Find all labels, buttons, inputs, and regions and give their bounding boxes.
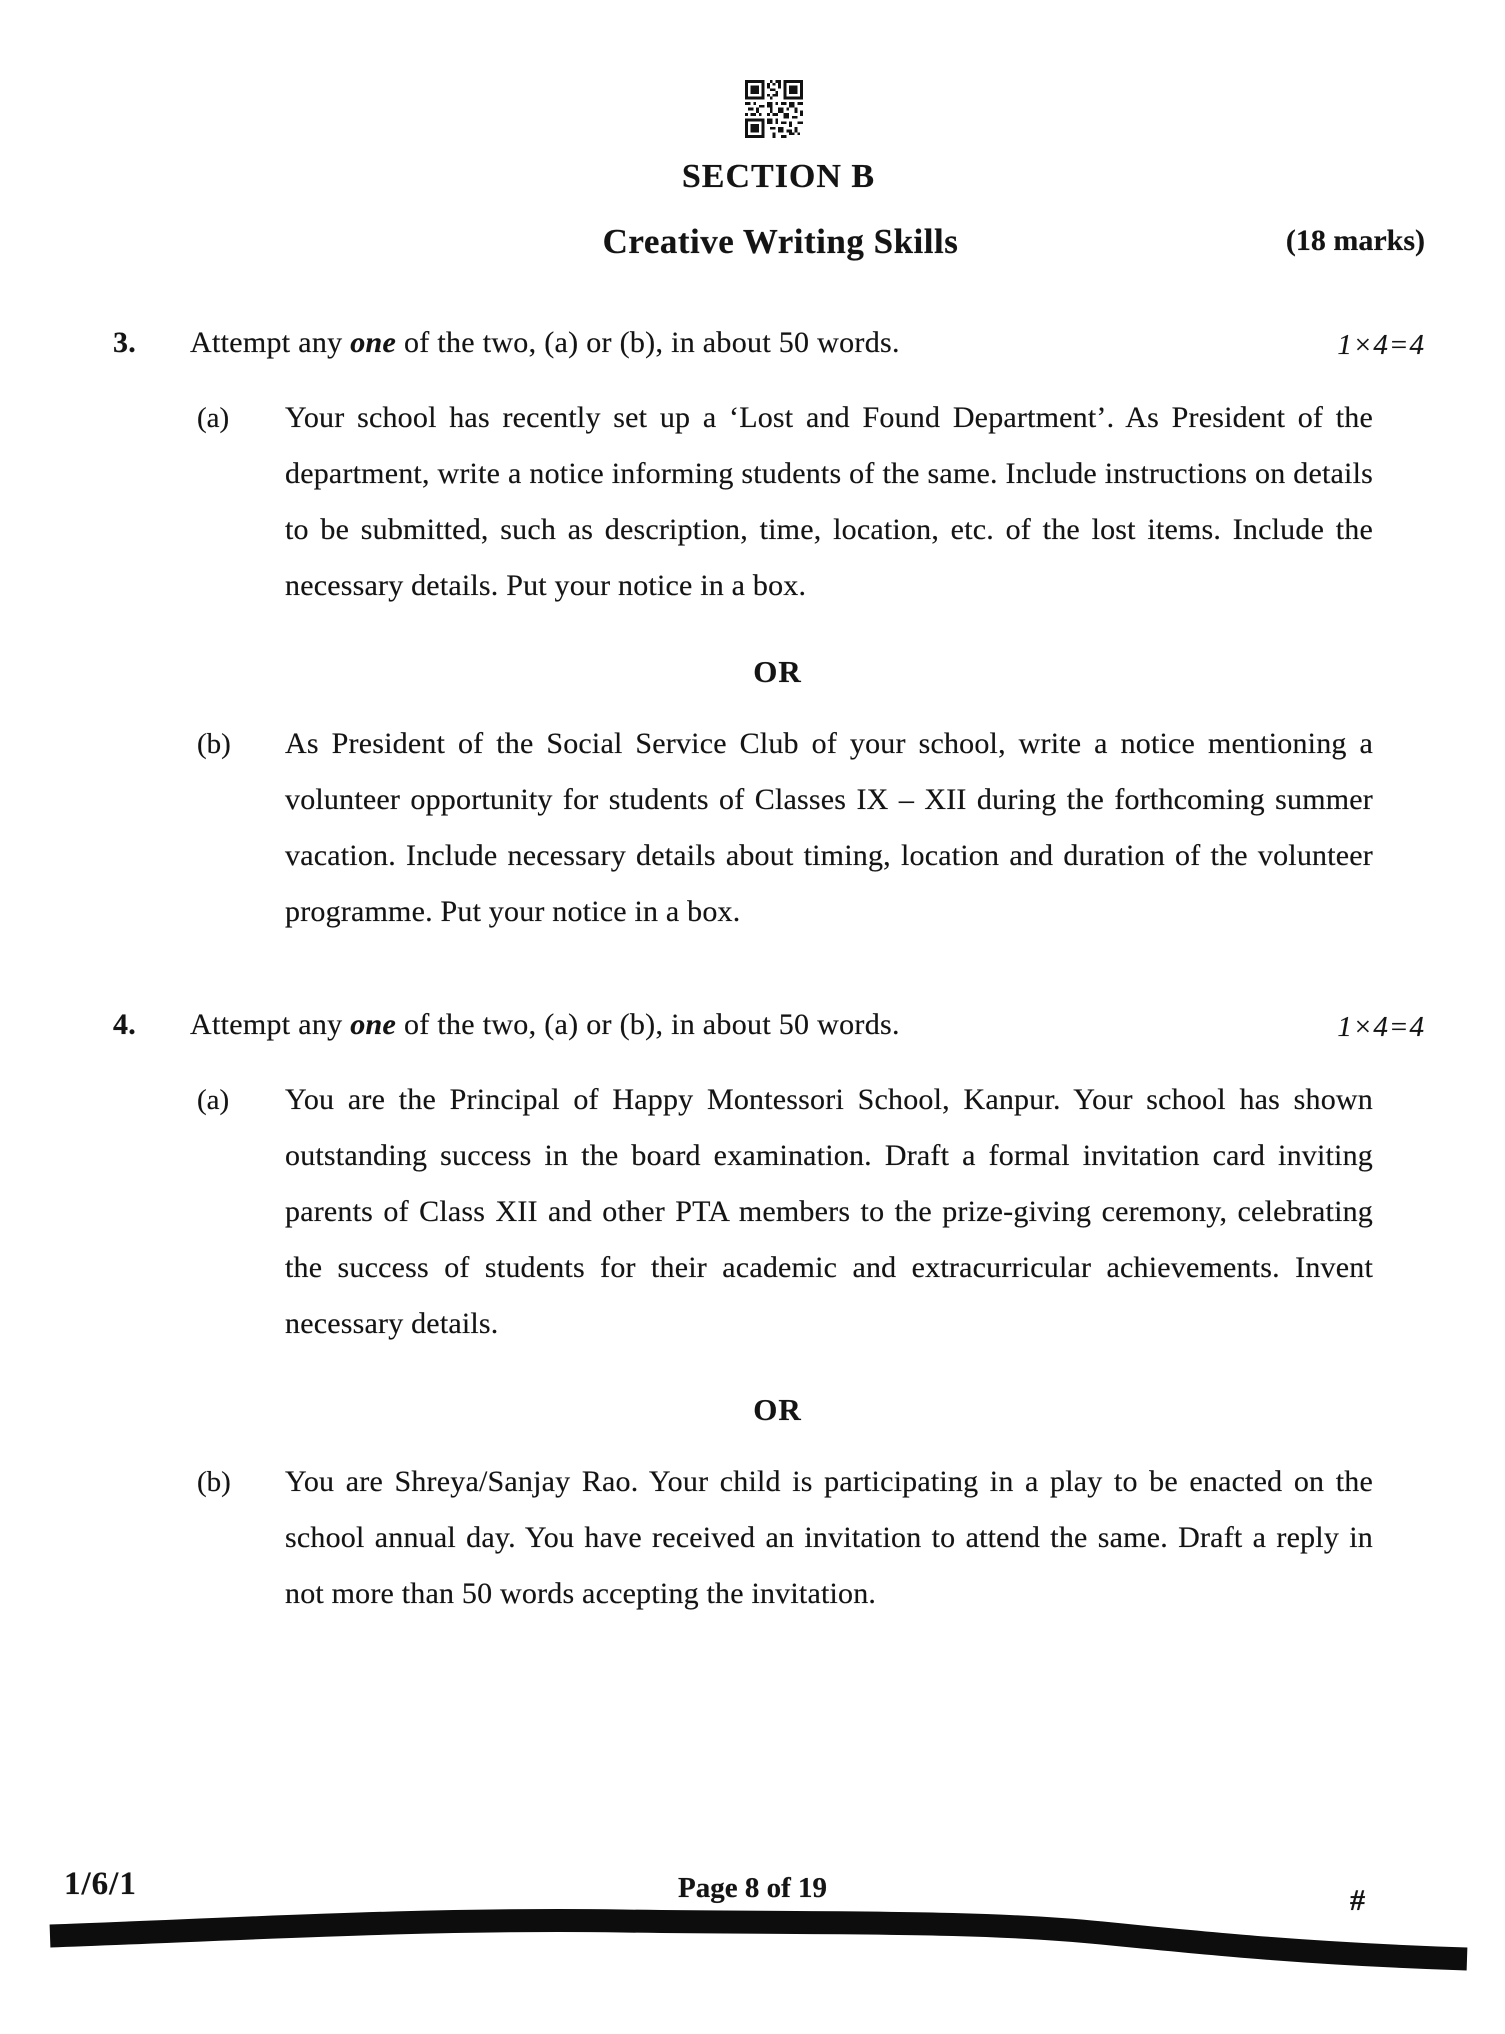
option-a-label: (a) xyxy=(197,402,230,434)
option-b-text: As President of the Social Service Club of your school, write a notice mentioning a volunteer opportunity for students of Classes IX – XII during the forthcoming summer vacation. Include necessary details about timing, location and duration of the volunteer programme. Put your notice in a box. xyxy=(285,727,1373,928)
question-4-number: 4. xyxy=(113,1008,137,1041)
prompt-emphasis: one xyxy=(350,326,397,359)
question-3-prompt-row xyxy=(0,322,1505,364)
question-4-marks: 1×4=4 xyxy=(1337,1011,1425,1043)
section-subtitle-row xyxy=(0,222,1505,268)
section-title: SECTION B xyxy=(681,158,876,195)
qr-code-icon xyxy=(745,80,803,138)
question-4-prompt-row xyxy=(0,1004,1505,1046)
question-3-option-b xyxy=(0,716,1505,940)
question-3-number: 3. xyxy=(113,326,137,359)
question-4 xyxy=(0,1004,1505,1622)
question-4-or-divider: OR xyxy=(753,1392,802,1427)
option-a-text: You are the Principal of Happy Montessori School, Kanpur. Your school has shown outstanding success in the board examination. Draft a formal invitation card inviting parents of Class XII and other PTA members to the prize-giving ceremony, celebrating the success of students for their academic and extracurricular achievements. Invent necessary details. xyxy=(285,1083,1373,1340)
section-subtitle: Creative Writing Skills xyxy=(602,222,959,261)
section-total-marks: (18 marks) xyxy=(1285,224,1425,257)
question-4-prompt: Attempt any one of the two, (a) or (b), in about 50 words. xyxy=(190,1008,900,1041)
question-3-or-divider: OR xyxy=(753,654,802,689)
question-4-option-a xyxy=(0,1072,1505,1352)
question-3-marks: 1×4=4 xyxy=(1337,329,1425,361)
paper-code: 1/6/1 xyxy=(64,1866,137,1902)
prompt-emphasis: one xyxy=(350,1008,397,1041)
option-b-text: You are Shreya/Sanjay Rao. Your child is participating in a play to be enacted on the school annual day. You have received an invitation to attend the same. Draft a reply in not more than 50 words accepting the invitation. xyxy=(285,1465,1373,1610)
option-b-label: (b) xyxy=(197,1466,231,1498)
question-3-option-a xyxy=(0,390,1505,614)
option-b-label: (b) xyxy=(197,728,231,760)
question-4-option-b xyxy=(0,1454,1505,1622)
option-a-label: (a) xyxy=(197,1084,230,1116)
option-a-text: Your school has recently set up a ‘Lost and Found Department’. As President of the department, write a notice informing students of the same. Include instructions on details to be submitted, such as description, time, location, etc. of the lost items. Include the necessary details. Put your notice in a box. xyxy=(285,401,1373,602)
question-3-prompt: Attempt any one of the two, (a) or (b), in about 50 words. xyxy=(190,326,900,359)
question-3 xyxy=(0,322,1505,940)
footer-rule-line xyxy=(42,1906,1477,1978)
end-of-page-mark: # xyxy=(1348,1884,1367,1917)
page-number: Page 8 of 19 xyxy=(678,1872,827,1904)
